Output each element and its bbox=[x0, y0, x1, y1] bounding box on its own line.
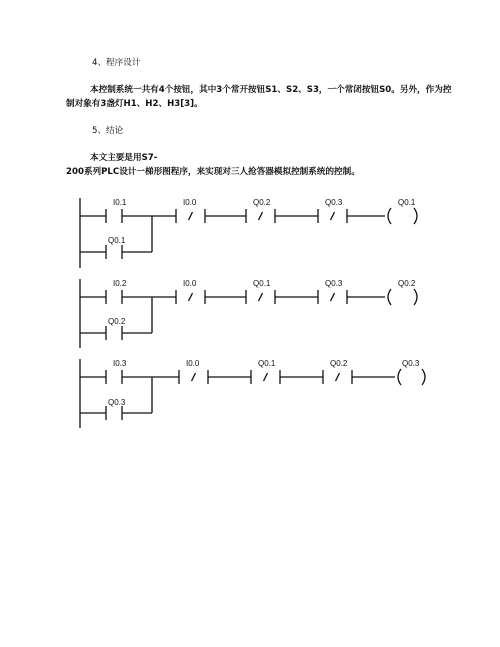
paragraph-1-line-2: 制对象有3盏灯H1、H2、H3[3]。 bbox=[66, 99, 203, 109]
nc-contact-2-slash bbox=[264, 373, 268, 381]
nc-contact-2-label: Q0.1 bbox=[253, 279, 271, 288]
nc-contact-3-label: Q0.3 bbox=[325, 198, 343, 207]
nc-contact-3-label: Q0.3 bbox=[325, 279, 343, 288]
nc-contact-1-slash bbox=[192, 373, 196, 381]
paragraph-2-line-1: 本文主要是用S7- bbox=[90, 153, 158, 163]
coil-label: Q0.2 bbox=[398, 279, 416, 288]
ladder-rung-2 bbox=[80, 279, 417, 340]
nc-contact-3-slash bbox=[331, 212, 335, 220]
coil-left-arc bbox=[388, 208, 391, 224]
nc-contact-1-label: I0.0 bbox=[183, 279, 197, 288]
start-contact-label: I0.1 bbox=[113, 198, 127, 207]
start-contact-label: I0.2 bbox=[113, 279, 127, 288]
ladder-rung-3 bbox=[80, 359, 425, 420]
nc-contact-1-slash bbox=[189, 293, 193, 301]
start-contact-label: I0.3 bbox=[113, 359, 127, 368]
coil-right-arc bbox=[414, 289, 417, 305]
nc-contact-3-slash bbox=[336, 373, 340, 381]
coil-label: Q0.3 bbox=[402, 359, 420, 368]
nc-contact-2-slash bbox=[259, 212, 263, 220]
seal-contact-label: Q0.1 bbox=[108, 236, 126, 245]
coil-left-arc bbox=[388, 289, 391, 305]
nc-contact-2-label: Q0.2 bbox=[253, 198, 271, 207]
paragraph-1-line-1: 本控制系统一共有4个按钮，其中3个常开按钮S1、S2、S3，一个常闭按钮S0。另外，作为控 bbox=[90, 85, 452, 95]
paragraph-2-line-2: 200系列PLC设计一梯形图程序，来实现对三人抢答器模拟控制系统的控制。 bbox=[66, 167, 360, 177]
seal-contact-label: Q0.2 bbox=[108, 317, 126, 326]
coil-label: Q0.1 bbox=[398, 198, 416, 207]
coil-right-arc bbox=[422, 369, 425, 385]
nc-contact-2-slash bbox=[259, 293, 263, 301]
coil-left-arc bbox=[398, 369, 401, 385]
coil-right-arc bbox=[414, 208, 417, 224]
section-5-heading: 5、结论 bbox=[92, 126, 124, 136]
ladder-rung-1 bbox=[80, 198, 417, 259]
nc-contact-2-label: Q0.1 bbox=[258, 359, 276, 368]
nc-contact-3-label: Q0.2 bbox=[330, 359, 348, 368]
nc-contact-1-label: I0.0 bbox=[183, 198, 197, 207]
nc-contact-3-slash bbox=[331, 293, 335, 301]
section-4-heading: 4、程序设计 bbox=[92, 58, 141, 68]
nc-contact-1-slash bbox=[189, 212, 193, 220]
nc-contact-1-label: I0.0 bbox=[186, 359, 200, 368]
seal-contact-label: Q0.3 bbox=[108, 398, 126, 407]
